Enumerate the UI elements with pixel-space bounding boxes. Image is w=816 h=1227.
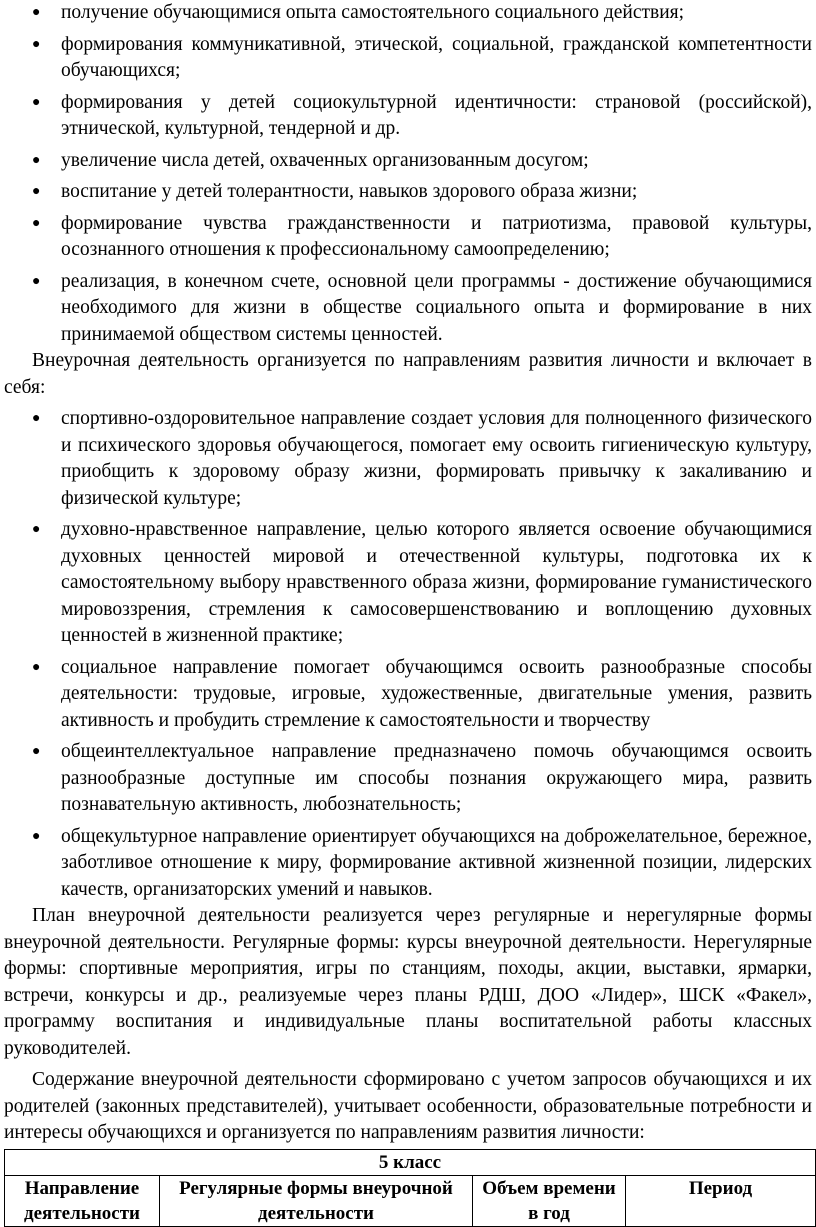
table-header-forms: Регулярные формы внеурочной деятельности — [160, 1175, 473, 1226]
paragraph-content: Содержание внеурочной деятельности сформировано с учетом запросов обучающихся и их родителей (законных представителей), учитывает особенности, образовательные потребности и интересы обучающихся и организуется по направлениям развития личности: — [4, 1069, 812, 1143]
list-item: ● формирования у детей социокультурной идентичности: страновой (российской), этнической, культурной, тендерной и др. — [32, 91, 812, 139]
list-item: ● общекультурное направление ориентирует обучающихся на доброжелательное, бережное, заботливое отношение к миру, формирование активной жизненной позиции, лидерских качеств, организаторских умений и навыков. — [32, 825, 812, 900]
bullet-icon: ● — [32, 522, 41, 537]
table-header-hours: Объем времени в год — [473, 1175, 626, 1226]
list-item: ● получение обучающимися опыта самостоятельного социального действия; — [4, 0, 812, 27]
list-item: ● социальное направление помогает обучающимся освоить разнообразные способы деятельности: трудовые, игровые, художественные, двигательные умения, развить активность и пробудить стремление к самостоятельности и творчеству — [32, 656, 812, 731]
bullet-icon: ● — [32, 5, 41, 20]
table-header-period: Период — [626, 1175, 816, 1226]
bullet-icon: ● — [32, 184, 41, 199]
table-header-direction: Направление деятельности — [5, 1175, 160, 1226]
paragraph-directions-intro: Внеурочная деятельность организуется по направлениям развития личности и включает в себя: — [4, 350, 812, 398]
plan-table — [4, 1149, 816, 1227]
bullet-icon: ● — [32, 152, 41, 168]
list-item: ● реализация, в конечном счете, основной цели программы - достижение обучающимися необходимого для жизни в обществе социального опыта и формирование в них принимаемой обществом системы ценностей. — [32, 270, 812, 345]
bullet-icon: ● — [32, 828, 41, 844]
bullet-icon: ● — [32, 411, 41, 426]
list-item: ● увеличение числа детей, охваченных организованным досугом; — [4, 148, 812, 175]
bullet-icon: ● — [32, 94, 41, 110]
bullet-icon: ● — [32, 36, 41, 52]
paragraph-plan: План внеурочной деятельности реализуется через регулярные и нерегулярные формы внеурочной деятельности. Регулярные формы: курсы внеурочной деятельности. Нерегулярные формы: спортивные мероприятия, игры по станциям, походы, акции, выставки, ярмарки, встречи, конкурсы и др., реализуемые через планы РДШ, ДОО «Лидер», ШСК «Факел», программу воспитания и индивидуальные планы воспитательной работы классных руководителей. — [4, 905, 812, 1059]
list-item: ● общеинтеллектуальное направление предназначено помочь обучающимся освоить разнообразные доступные им способы познания окружающего мира, развить познавательную активность, любознательность; — [32, 741, 812, 815]
list-item: ● формирование чувства гражданственности и патриотизма, правовой культуры, осознанного отношения к профессиональному самоопределению; — [32, 212, 812, 260]
list-item: ● воспитание у детей толерантности, навыков здорового образа жизни; — [4, 179, 812, 206]
list-item: ● формирования коммуникативной, этической, социальной, гражданской компетентности обучающихся; — [32, 33, 812, 81]
directions-list — [4, 406, 812, 903]
bullet-icon: ● — [32, 659, 41, 675]
list-item: ● спортивно-оздоровительное направление создает условия для полноценного физического и психического здоровья обучающегося, помогает ему освоить гигиеническую культуру, приобщить к здоровому образу жизни, формировать привычку к закаливанию и физической культуре; — [32, 408, 812, 509]
bullet-icon: ● — [32, 744, 41, 759]
bullet-icon: ● — [32, 215, 41, 231]
bullet-icon: ● — [32, 273, 41, 289]
table-caption: 5 класс — [5, 1149, 816, 1175]
outcomes-list — [4, 0, 812, 348]
list-item: ● духовно-нравственное направление, целью которого является освоение обучающимися духовных ценностей мировой и отечественной культуры, подготовка их к самостоятельному выбору нравственного образа жизни, формирование гуманистического мировоззрения, стремления к самосовершенствованию и воплощению духовных ценностей в жизненной практике; — [32, 519, 812, 646]
